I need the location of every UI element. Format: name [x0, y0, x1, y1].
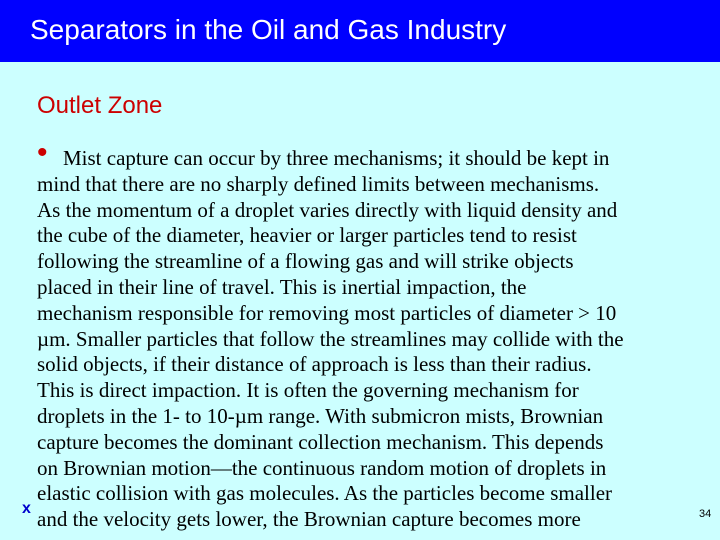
- paragraph-line: As the momentum of a droplet varies directly with liquid density and: [37, 197, 618, 222]
- paragraph-line: This is direct impaction. It is often the governing mechanism for: [37, 378, 579, 403]
- slide-title: Separators in the Oil and Gas Industry: [30, 14, 507, 45]
- paragraph-line: mechanism responsible for removing most particles of diameter > 10: [37, 300, 617, 325]
- page-number: 34: [699, 508, 712, 520]
- paragraph-line: and the velocity gets lower, the Brownian capture becomes more: [37, 507, 581, 532]
- bullet-paragraph: [0, 146, 720, 533]
- section-heading: Outlet Zone: [37, 92, 163, 119]
- paragraph-line: elastic collision with gas molecules. As the particles become smaller: [37, 481, 613, 506]
- paragraph-line: capture becomes the dominant collection mechanism. This depends: [37, 429, 604, 454]
- paragraph-line: droplets in the 1- to 10-µm range. With submicron mists, Brownian: [37, 403, 604, 428]
- paragraph-line: on Brownian motion—the continuous random motion of droplets in: [37, 455, 607, 480]
- bullet-icon: •: [37, 136, 48, 169]
- title-bar: [0, 0, 720, 62]
- paragraph-line: placed in their line of travel. This is inertial impaction, the: [37, 274, 527, 299]
- paragraph-line: µm. Smaller particles that follow the streamlines may collide with the: [37, 326, 624, 351]
- paragraph-line: Mist capture can occur by three mechanisms; it should be kept in: [63, 146, 610, 170]
- x-mark-icon: x: [22, 500, 31, 517]
- paragraph-line: mind that there are no sharply defined limits between mechanisms.: [37, 171, 600, 196]
- paragraph-line: following the streamline of a flowing gas and will strike objects: [37, 249, 574, 274]
- paragraph-line: solid objects, if their distance of approach is less than their radius.: [37, 352, 592, 377]
- paragraph-line: the cube of the diameter, heavier or larger particles tend to resist: [37, 223, 577, 248]
